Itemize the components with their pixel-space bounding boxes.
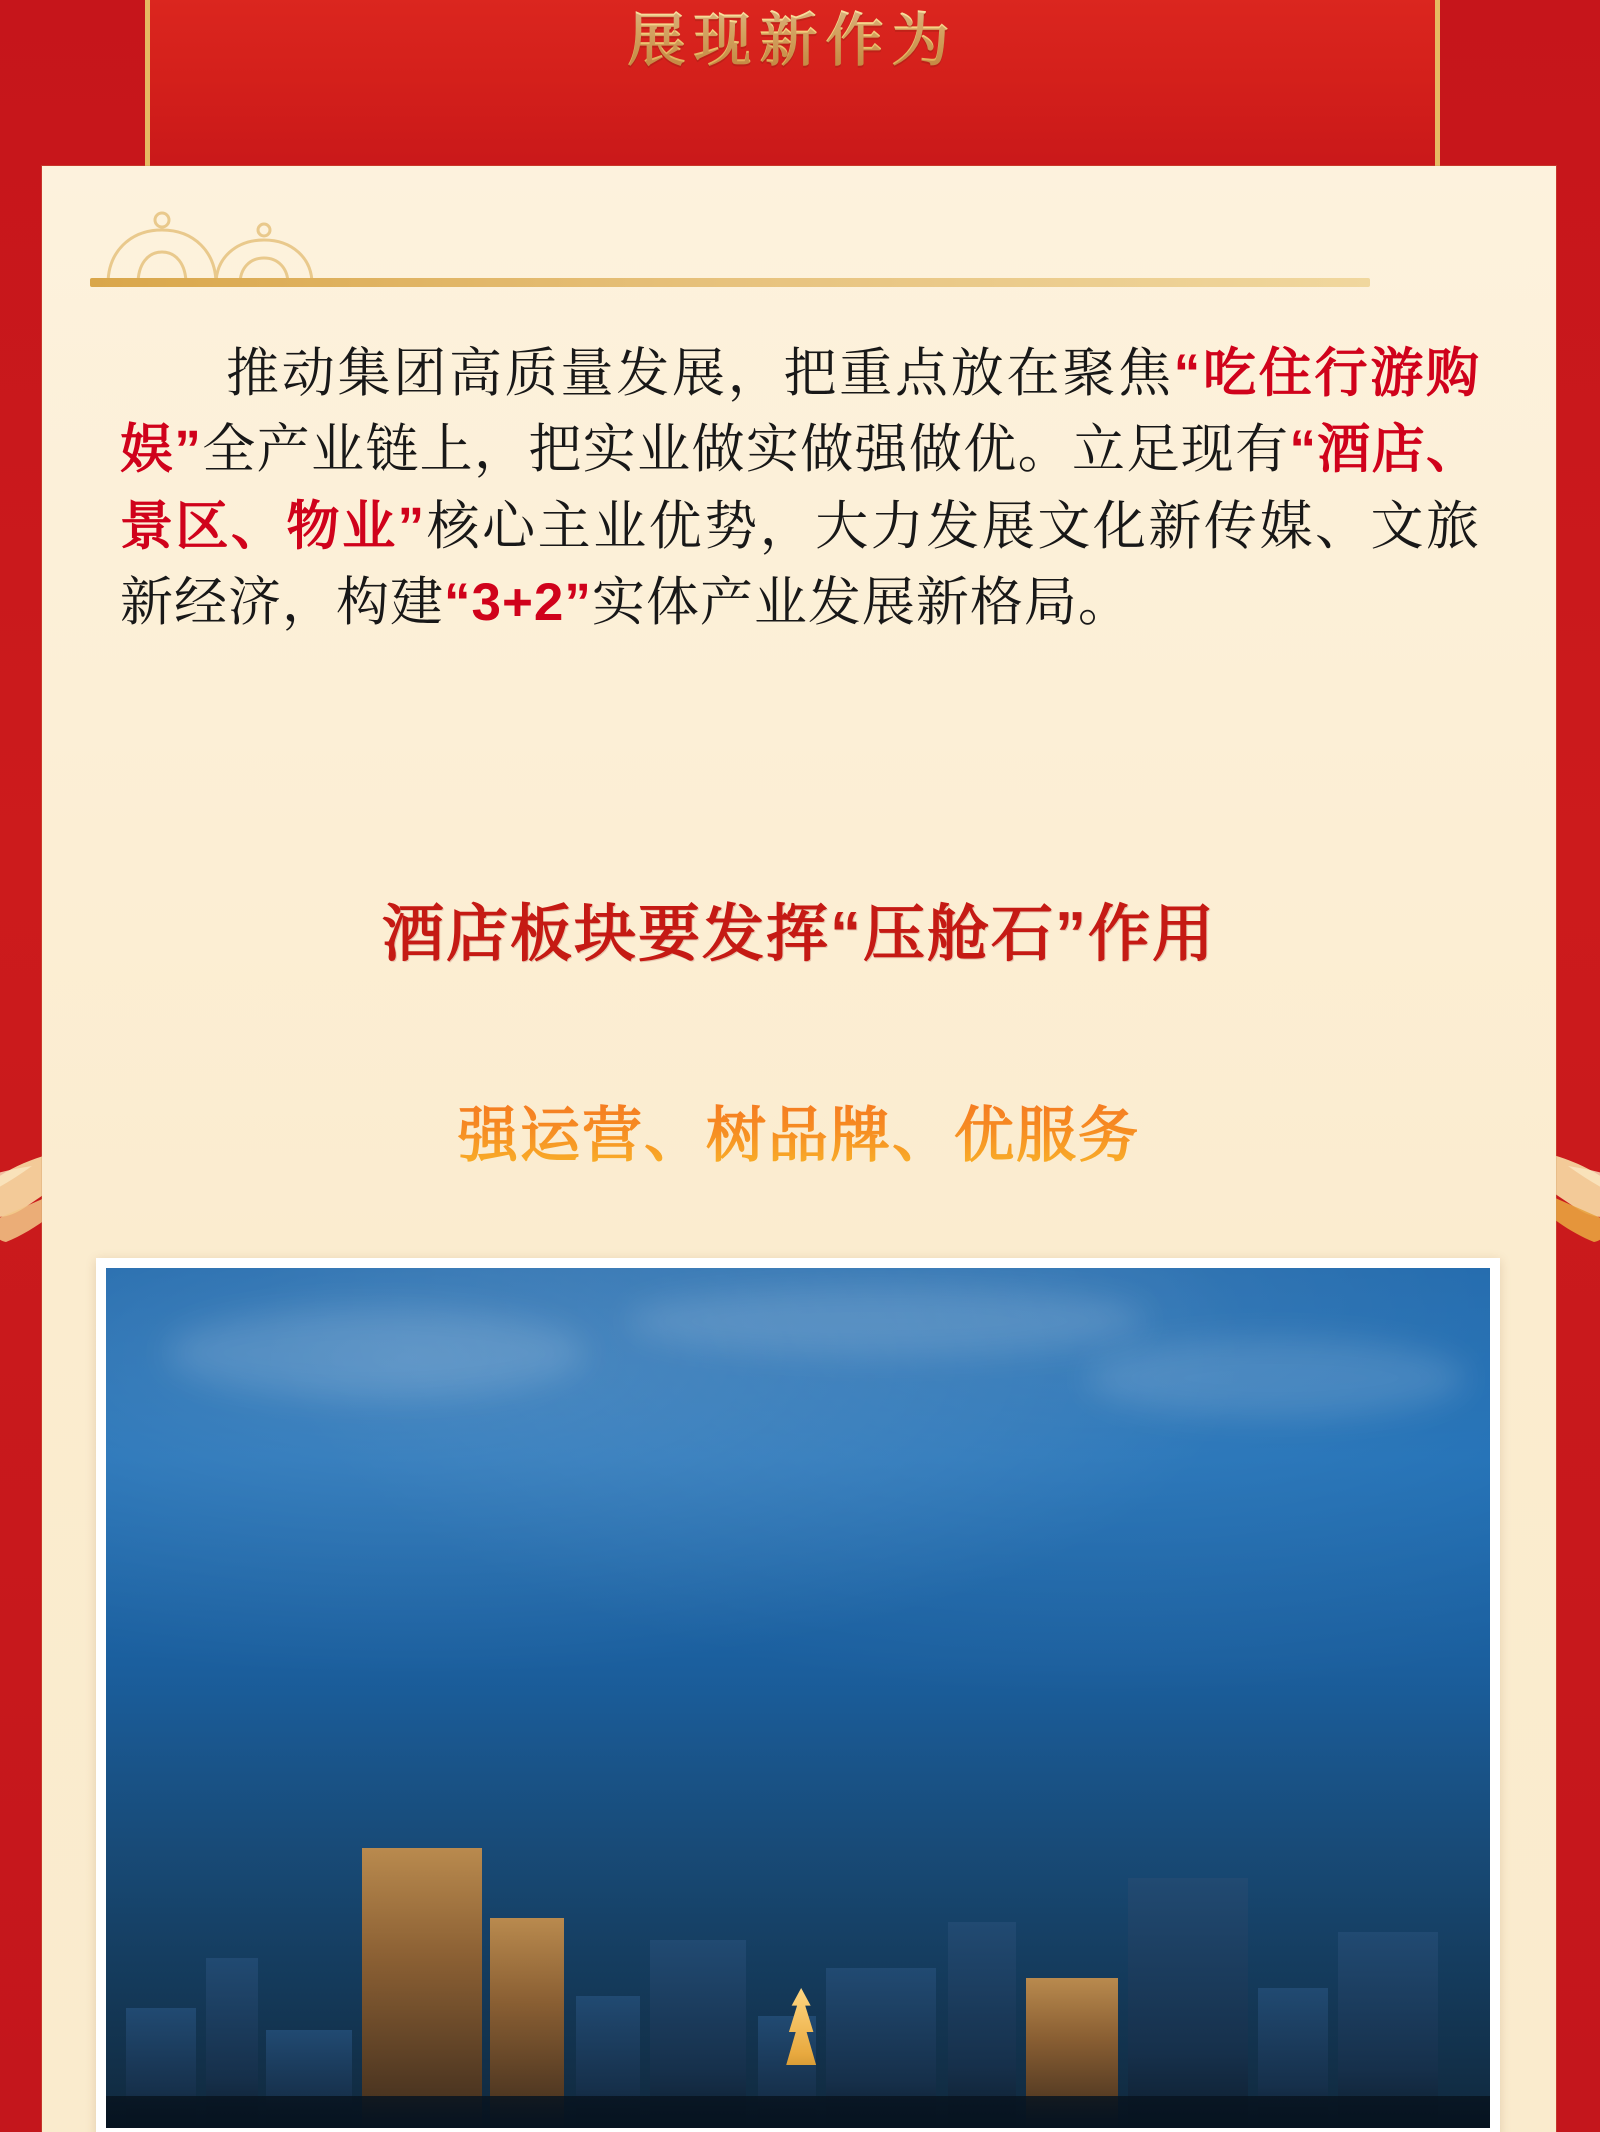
cloud [1086, 1338, 1466, 1418]
paragraph-highlight-three-plus-two: “3+2” [444, 572, 592, 632]
paragraph-highlight-industry-chain: “吃住行游购娱” [120, 344, 1480, 480]
paragraph-segment: 实体产业发展新格局。 [591, 572, 1132, 632]
top-banner [145, 0, 1440, 174]
section-subline: 强运营、树品牌、优服务 [42, 1088, 1556, 1174]
paragraph-segment: 推动集团高质量发展，把重点放在聚焦 [226, 344, 1174, 403]
gold-divider [90, 278, 1370, 287]
paragraph-segment: 全产业链上，把实业做实做强做优。立足现有 [201, 420, 1290, 480]
paragraph-highlight-core-business: “酒店、景区、物业” [120, 420, 1481, 556]
body-paragraph [120, 336, 1480, 641]
building [1128, 1878, 1248, 2128]
paragraph-segment: 核心主业优势，大力发展文化新传媒、文旅新经济，构建 [120, 496, 1481, 632]
waterfront [106, 2096, 1490, 2128]
top-banner-inner [150, 0, 1435, 169]
content-card [42, 166, 1556, 2132]
cloud [166, 1308, 586, 1398]
building-lit [362, 1848, 482, 2128]
cloud [626, 1286, 1146, 1356]
banner-title: 展现新作为 [627, 0, 957, 77]
city-night-skyline-photo [106, 1268, 1490, 2128]
section-headline: 酒店板块要发挥“压舱石”作用 [381, 900, 1216, 969]
skyline-silhouette [106, 1732, 1490, 2128]
photo-frame [96, 1258, 1500, 2132]
